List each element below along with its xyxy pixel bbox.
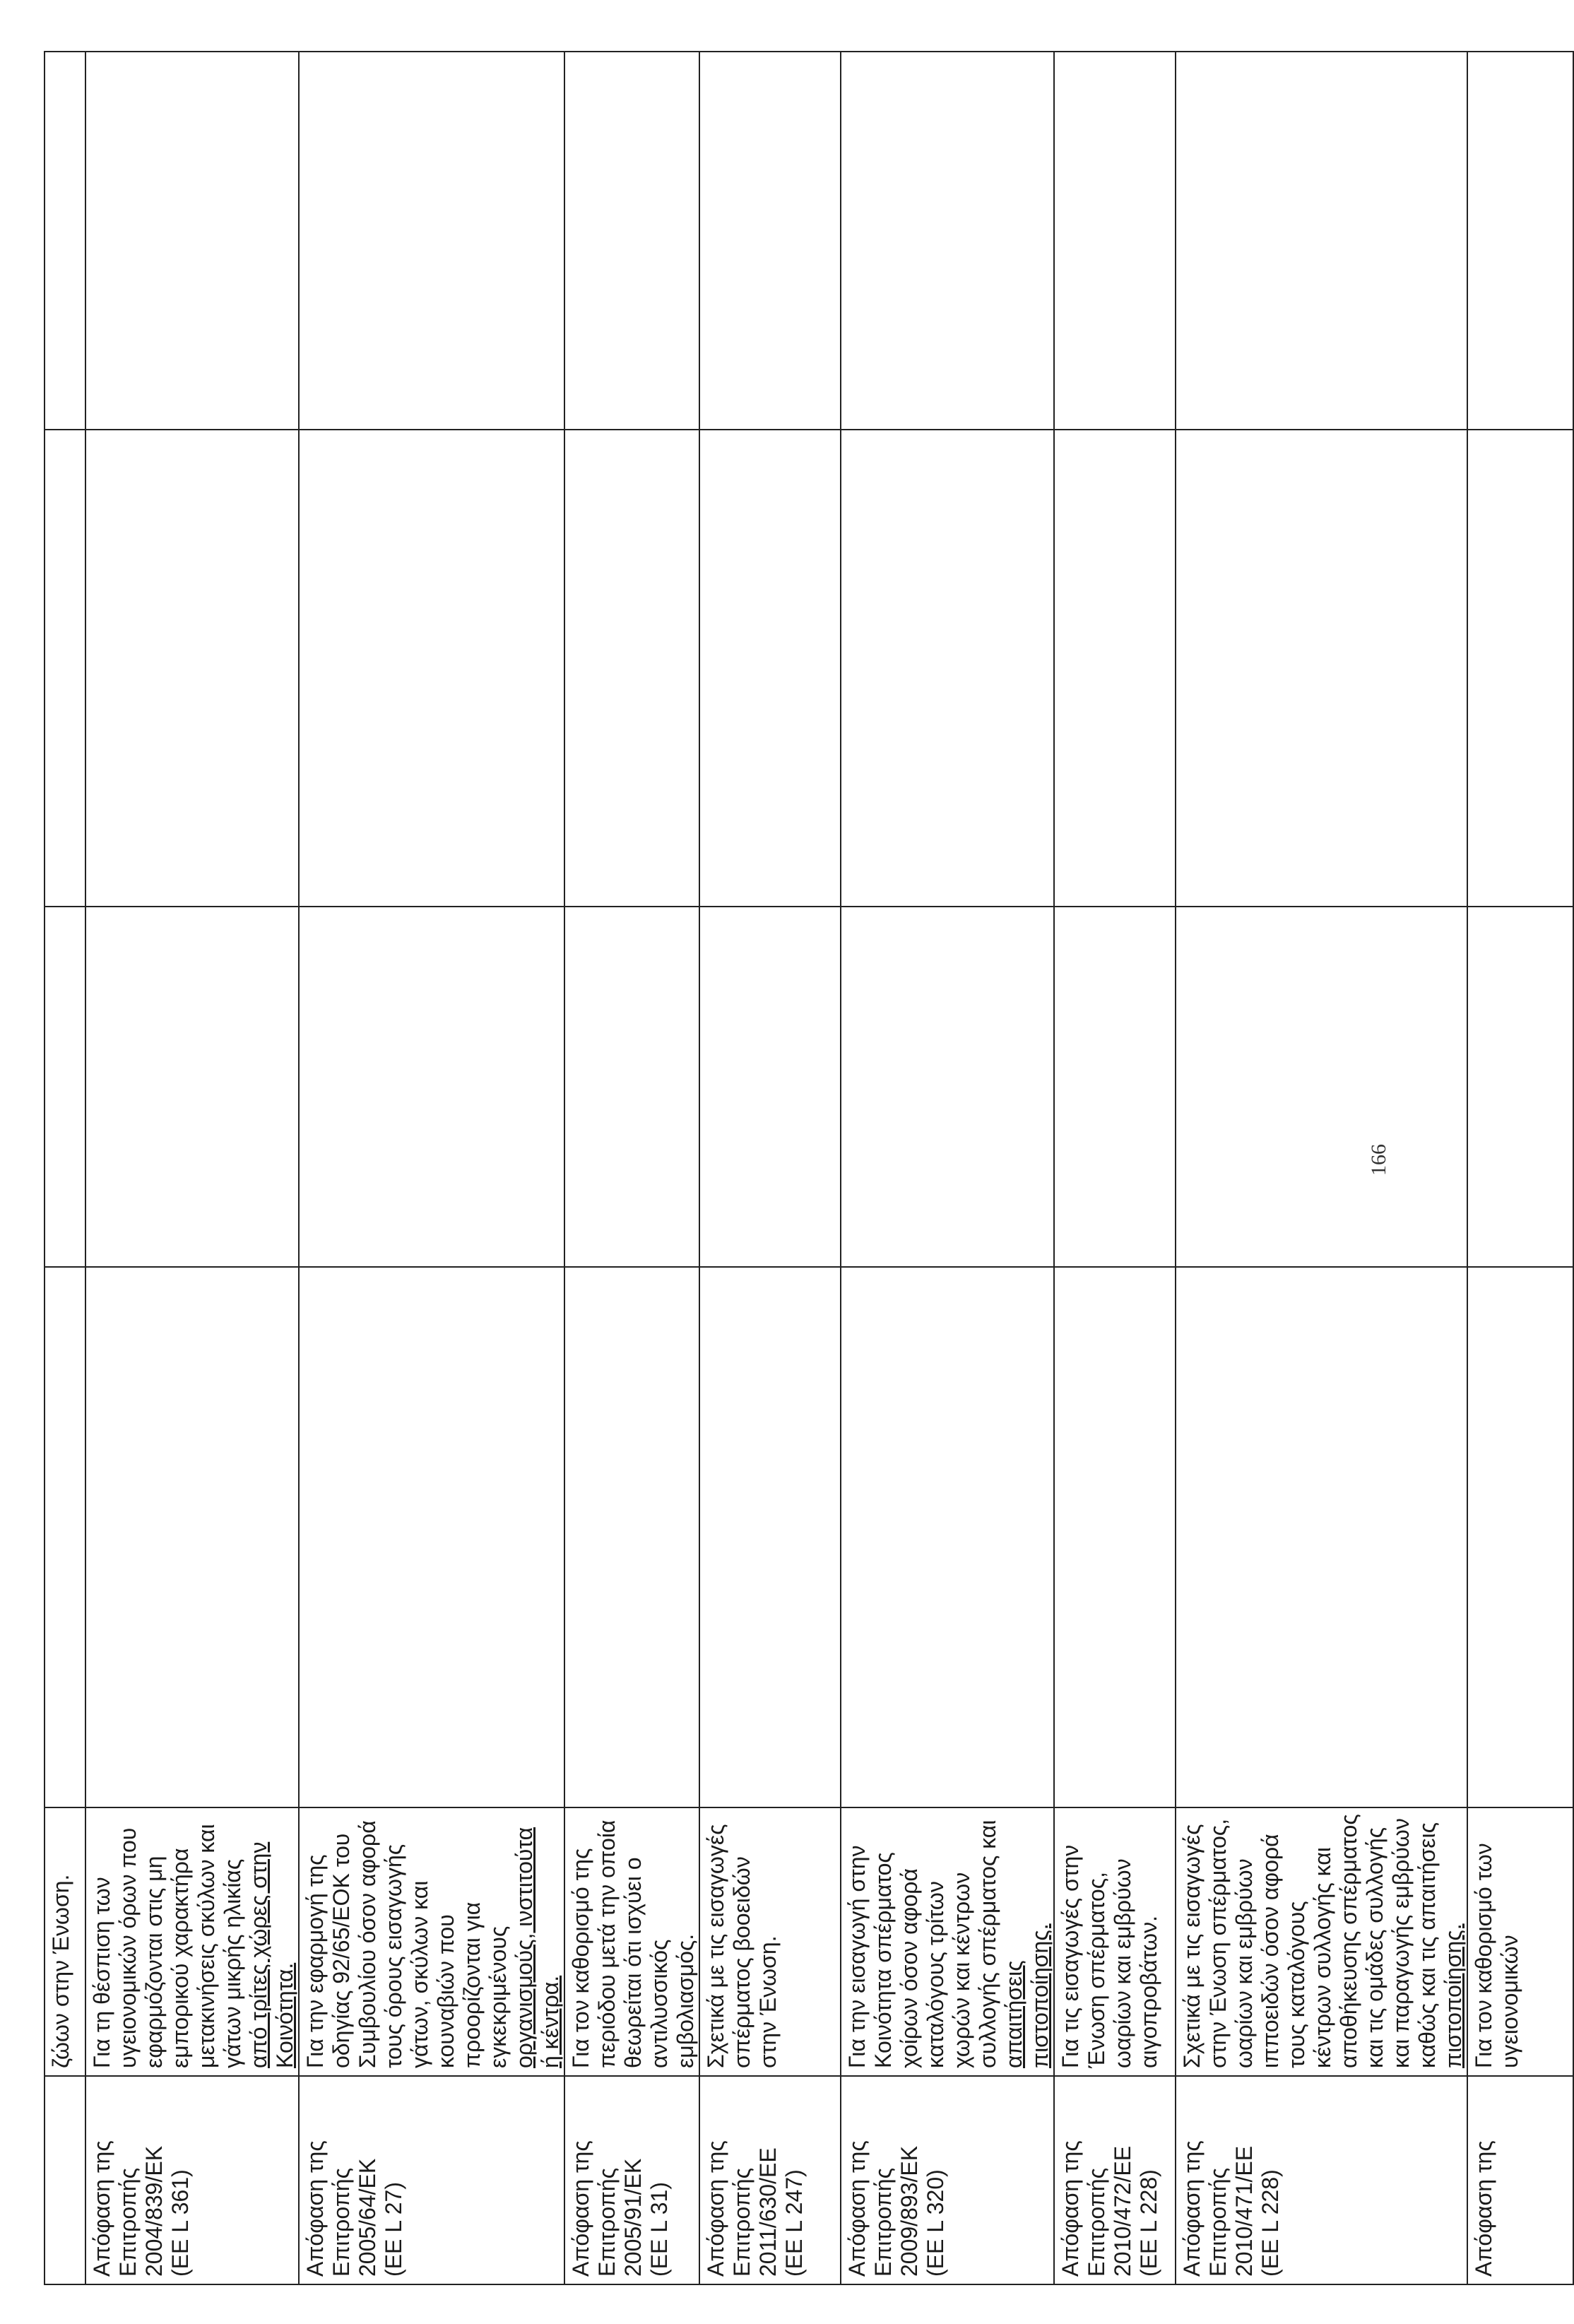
empty-cell [1054, 907, 1176, 1267]
empty-cell [1176, 1267, 1467, 1807]
empty-cell [1054, 1267, 1176, 1807]
description-cell [1054, 1807, 1176, 2076]
table-row [85, 52, 299, 2284]
empty-cell [699, 1267, 841, 1807]
decision-reference-text: Επιτροπής 2005/91/ΕΚ (ΕΕ L 31) [594, 2158, 672, 2277]
decision-reference-text: Επιτροπής 2011/630/ΕΕ (ΕΕ L 247) [729, 2147, 807, 2277]
description-text: Σχετικά με τις εισαγωγές στην Ένωση σπέρματος, ωαρίων και εμβρύων ιπποειδών όσον αφορά τους καταλόγους κέντρων συλλογής και αποθήκευσης σπέρματος και τις ομάδες συλλογής και παραγωγής εμβρύων καθώς και τις απαιτήσεις [1179, 1814, 1440, 2068]
empty-cell [699, 430, 841, 907]
empty-cell [1176, 907, 1467, 1267]
empty-cell [841, 52, 1054, 430]
empty-cell [1467, 430, 1573, 907]
empty-cell [841, 907, 1054, 1267]
decision-type-text: Απόφαση της [89, 2140, 114, 2277]
description-text: Για τις εισαγωγές στην Ένωση σπέρματος, ωαρίων και εμβρύων αιγοπροβάτων. [1058, 1844, 1161, 2068]
description-cell [85, 1807, 299, 2076]
table-row [1176, 52, 1467, 2284]
table-row [1054, 52, 1176, 2284]
description-text: Για την εφαρμογή της οδηγίας 92/65/ΕΟΚ του Συμβουλίου όσον αφορά τους όρους εισαγωγής γάτων, σκύλων και κουναβιών που προορίζονται για εγκεκριμένους [302, 1820, 511, 2068]
description-cell [45, 1807, 85, 2076]
decision-reference-text: Επιτροπής 2005/64/ΕΚ (ΕΕ L 27) [329, 2158, 406, 2277]
decision-reference-text: Επιτροπής 2004/839/ΕΚ (ΕΕ L 361) [115, 2145, 193, 2277]
decision-cell [1467, 2076, 1573, 2284]
description-underlined-text: απαιτήσεις πιστοποίησης. [1001, 1923, 1053, 2068]
decision-type-text: Απόφαση της [844, 2140, 870, 2277]
empty-cell [564, 1267, 699, 1807]
empty-cell [1176, 430, 1467, 907]
empty-cell [564, 52, 699, 430]
empty-cell [299, 1267, 564, 1807]
table-row [564, 52, 699, 2284]
empty-cell [45, 430, 85, 907]
description-cell [1176, 1807, 1467, 2076]
decision-cell [699, 2076, 841, 2284]
table-row [699, 52, 841, 2284]
description-underlined-text: οργανισμούς, ινστιτούτα ή κέντρα. [511, 1827, 563, 2068]
decision-cell [1176, 2076, 1467, 2284]
decision-type-text: Απόφαση της [568, 2140, 593, 2277]
decision-type-text: Απόφαση της [1471, 2140, 1496, 2277]
empty-cell [299, 907, 564, 1267]
description-text: Για τον καθορισμό της περιόδου μετά την οποία θεωρείται ότι ισχύει ο αντιλυσσικός εμβολιασμός. [568, 1819, 698, 2068]
description-cell [564, 1807, 699, 2076]
empty-cell [564, 907, 699, 1267]
empty-cell [1467, 1267, 1573, 1807]
empty-cell [85, 1267, 299, 1807]
empty-cell [1054, 52, 1176, 430]
description-text: ζώων στην Ένωση. [48, 1874, 73, 2068]
empty-cell [841, 430, 1054, 907]
description-underlined-text: πιστοποίησης. [1440, 1923, 1466, 2068]
description-underlined-text: από τρίτες χώρες στην Κοινότητα. [246, 1841, 297, 2068]
description-text: Για την εισαγωγή στην Κοινότητα σπέρματος χοίρων όσον αφορά καταλόγους τρίτων χωρών και κέντρων συλλογής σπέρματος και [844, 1819, 1000, 2068]
empty-cell [841, 1267, 1054, 1807]
empty-cell [1054, 430, 1176, 907]
empty-cell [45, 1267, 85, 1807]
table-row [841, 52, 1054, 2284]
empty-cell [699, 52, 841, 430]
decision-type-text: Απόφαση της [302, 2140, 328, 2277]
description-cell [299, 1807, 564, 2076]
empty-cell [299, 52, 564, 430]
empty-cell [85, 52, 299, 430]
decision-cell [564, 2076, 699, 2284]
decision-type-text: Απόφαση της [1058, 2140, 1083, 2277]
empty-cell [85, 430, 299, 907]
empty-cell [699, 907, 841, 1267]
legislation-table [44, 51, 1574, 2285]
decision-cell [45, 2076, 85, 2284]
description-cell [1467, 1807, 1573, 2076]
description-text: Σχετικά με τις εισαγωγές σπέρματος βοοειδών στην Ένωση. [703, 1824, 781, 2068]
empty-cell [45, 52, 85, 430]
empty-cell [299, 430, 564, 907]
table-row [1467, 52, 1573, 2284]
description-cell [841, 1807, 1054, 2076]
table-row [299, 52, 564, 2284]
decision-cell [299, 2076, 564, 2284]
decision-type-text: Απόφαση της [1179, 2140, 1205, 2277]
decision-type-text: Απόφαση της [703, 2140, 728, 2277]
empty-cell [564, 430, 699, 907]
empty-cell [1467, 52, 1573, 430]
decision-cell [1054, 2076, 1176, 2284]
decision-reference-text: Επιτροπής 2010/472/ΕΕ (ΕΕ L 228) [1084, 2145, 1161, 2277]
table-row [45, 52, 85, 2284]
empty-cell [1176, 52, 1467, 430]
empty-cell [85, 907, 299, 1267]
description-cell [699, 1807, 841, 2076]
empty-cell [45, 907, 85, 1267]
description-text: Για τη θέσπιση των υγειονομικών όρων που εφαρμόζονται στις μη εμπορικού χαρακτήρα μετακινήσεις σκύλων και γάτων μικρής ηλικίας [89, 1824, 245, 2068]
decision-reference-text: Επιτροπής 2010/471/ΕΕ (ΕΕ L 228) [1205, 2145, 1283, 2277]
table-body [45, 52, 1573, 2284]
empty-cell [1467, 907, 1573, 1267]
description-text: Για τον καθορισμό των υγειονομικών [1471, 1843, 1522, 2068]
decision-cell [85, 2076, 299, 2284]
page-number: 166 [1367, 1144, 1390, 1176]
decision-cell [841, 2076, 1054, 2284]
decision-reference-text: Επιτροπής 2009/893/ΕΚ (ΕΕ L 320) [870, 2145, 948, 2277]
